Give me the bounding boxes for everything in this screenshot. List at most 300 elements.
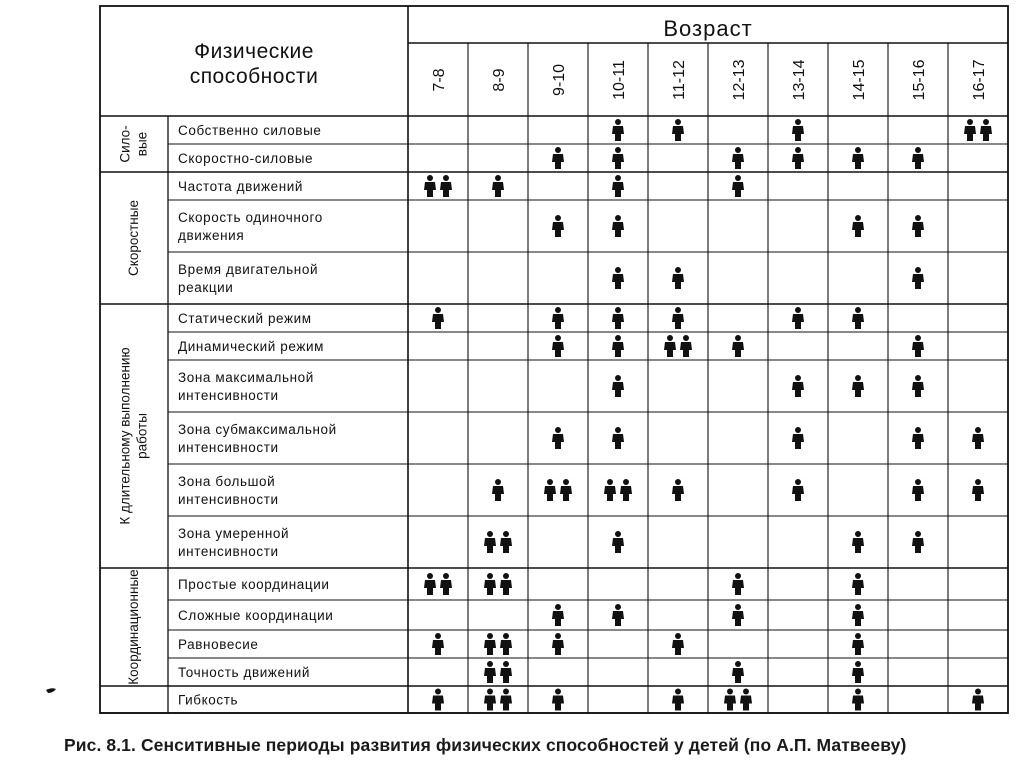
person-head xyxy=(615,267,621,273)
person-body xyxy=(484,580,496,595)
person-head xyxy=(975,427,981,433)
person-body xyxy=(620,486,632,501)
person-head xyxy=(563,479,569,485)
sensitive-period-icon xyxy=(612,307,624,329)
person-head xyxy=(615,375,621,381)
sensitive-period-icon xyxy=(612,215,624,237)
person-body xyxy=(672,274,684,289)
sensitive-period-icon xyxy=(792,307,804,329)
person-head xyxy=(487,689,493,695)
sensitive-period-icon xyxy=(500,531,512,553)
row-name: Точность движений xyxy=(178,665,310,680)
person-body xyxy=(500,538,512,553)
sensitive-period-icon xyxy=(612,427,624,449)
group-label: Координационные xyxy=(126,569,141,685)
person-body xyxy=(852,314,864,329)
row-name: Собственно силовые xyxy=(178,123,322,138)
age-column-label: 7-8 xyxy=(431,68,448,92)
sensitive-period-icon xyxy=(432,633,444,655)
row-name: движения xyxy=(178,228,245,243)
row-name: Скорость одиночного xyxy=(178,210,323,225)
person-head xyxy=(855,375,861,381)
person-body xyxy=(552,611,564,626)
person-body xyxy=(424,580,436,595)
sensitive-period-icon xyxy=(792,479,804,501)
person-head xyxy=(443,573,449,579)
person-head xyxy=(555,427,561,433)
sensitive-period-icon xyxy=(424,175,436,197)
person-body xyxy=(552,314,564,329)
person-body xyxy=(852,538,864,553)
sensitive-period-icon xyxy=(612,335,624,357)
age-column-label: 9-10 xyxy=(551,63,568,97)
person-body xyxy=(852,382,864,397)
person-head xyxy=(435,633,441,639)
group-label: К длительному выполнению xyxy=(117,347,133,525)
person-head xyxy=(495,175,501,181)
person-body xyxy=(500,668,512,683)
sensitive-period-icon xyxy=(440,573,452,595)
person-head xyxy=(435,689,441,695)
person-body xyxy=(852,640,864,655)
person-body xyxy=(732,342,744,357)
sensitive-period-icon xyxy=(732,147,744,169)
person-head xyxy=(675,633,681,639)
sensitive-period-icon xyxy=(492,479,504,501)
person-head xyxy=(735,335,741,341)
person-head xyxy=(675,267,681,273)
sensitive-period-icon xyxy=(552,215,564,237)
person-head xyxy=(855,147,861,153)
person-head xyxy=(967,119,973,125)
sensitive-period-icon xyxy=(560,479,572,501)
person-body xyxy=(500,580,512,595)
person-head xyxy=(487,573,493,579)
person-body xyxy=(500,640,512,655)
sensitive-period-icon xyxy=(484,531,496,553)
person-body xyxy=(500,696,512,711)
sensitive-period-icon xyxy=(484,573,496,595)
sensitive-period-icon xyxy=(732,661,744,683)
age-column-label: 11-12 xyxy=(671,60,688,100)
sensitive-period-icon xyxy=(612,175,624,197)
person-body xyxy=(672,126,684,141)
sensitive-period-icon xyxy=(672,633,684,655)
person-body xyxy=(612,126,624,141)
person-head xyxy=(487,531,493,537)
sensitive-period-icon xyxy=(552,307,564,329)
person-body xyxy=(912,382,924,397)
sensitive-period-icon xyxy=(672,307,684,329)
person-head xyxy=(915,531,921,537)
person-head xyxy=(675,479,681,485)
row-name: реакции xyxy=(178,280,234,295)
person-head xyxy=(735,175,741,181)
person-head xyxy=(547,479,553,485)
person-head xyxy=(683,335,689,341)
person-body xyxy=(792,382,804,397)
person-head xyxy=(795,147,801,153)
sensitive-period-icon xyxy=(612,604,624,626)
person-head xyxy=(427,175,433,181)
person-head xyxy=(735,604,741,610)
person-body xyxy=(912,486,924,501)
person-body xyxy=(672,696,684,711)
row-name: Зона умеренной xyxy=(178,526,290,541)
person-head xyxy=(555,633,561,639)
header-age: Возраст xyxy=(663,16,753,41)
sensitive-period-icon xyxy=(792,375,804,397)
person-head xyxy=(555,147,561,153)
person-head xyxy=(615,335,621,341)
age-column-label: 14-15 xyxy=(851,59,868,101)
person-head xyxy=(675,119,681,125)
person-body xyxy=(612,182,624,197)
sensitive-period-icon xyxy=(500,633,512,655)
sensitive-period-icon xyxy=(972,689,984,711)
person-head xyxy=(915,147,921,153)
person-head xyxy=(675,689,681,695)
person-head xyxy=(427,573,433,579)
sensitive-period-icon xyxy=(852,604,864,626)
person-head xyxy=(503,531,509,537)
person-head xyxy=(855,573,861,579)
sensitive-period-icon xyxy=(912,147,924,169)
person-body xyxy=(484,640,496,655)
sensitive-period-icon xyxy=(672,119,684,141)
person-body xyxy=(964,126,976,141)
person-body xyxy=(912,154,924,169)
person-head xyxy=(795,375,801,381)
scan-mark xyxy=(46,688,56,693)
person-body xyxy=(972,434,984,449)
header-physical-abilities: способности xyxy=(189,65,319,88)
person-head xyxy=(503,573,509,579)
person-body xyxy=(484,696,496,711)
person-head xyxy=(443,175,449,181)
row-name: Равновесие xyxy=(178,637,259,652)
sensitive-period-icon xyxy=(672,479,684,501)
person-head xyxy=(915,427,921,433)
group-label: вые xyxy=(134,131,150,157)
sensitive-period-icon xyxy=(852,531,864,553)
person-body xyxy=(612,382,624,397)
person-head xyxy=(555,215,561,221)
sensitive-period-icon xyxy=(424,573,436,595)
person-body xyxy=(664,342,676,357)
person-body xyxy=(672,640,684,655)
person-head xyxy=(555,689,561,695)
sensitive-period-icon xyxy=(852,215,864,237)
person-body xyxy=(552,696,564,711)
row-name: интенсивности xyxy=(178,388,279,403)
sensitive-period-icon xyxy=(544,479,556,501)
person-body xyxy=(852,222,864,237)
person-body xyxy=(432,696,444,711)
sensitive-period-icon xyxy=(972,427,984,449)
person-body xyxy=(604,486,616,501)
sensitive-period-icon xyxy=(912,427,924,449)
age-column-label: 16-17 xyxy=(971,59,988,101)
person-head xyxy=(555,307,561,313)
person-head xyxy=(487,661,493,667)
person-head xyxy=(855,661,861,667)
person-body xyxy=(852,611,864,626)
age-column-label: 8-9 xyxy=(491,68,508,92)
sensitive-period-icon xyxy=(500,661,512,683)
person-body xyxy=(612,154,624,169)
person-head xyxy=(915,267,921,273)
sensitive-period-icon xyxy=(732,573,744,595)
sensitive-period-icon xyxy=(620,479,632,501)
age-column-label: 12-13 xyxy=(731,59,748,101)
person-body xyxy=(852,580,864,595)
person-body xyxy=(552,222,564,237)
sensitive-period-icon xyxy=(612,119,624,141)
person-body xyxy=(544,486,556,501)
person-body xyxy=(724,696,736,711)
sensitive-period-icon xyxy=(912,215,924,237)
row-name: Скоростно-силовые xyxy=(178,151,314,166)
sensitive-period-icon xyxy=(612,531,624,553)
row-name: Гибкость xyxy=(178,692,239,708)
person-head xyxy=(555,335,561,341)
sensitive-period-icon xyxy=(672,267,684,289)
person-body xyxy=(732,611,744,626)
person-head xyxy=(915,215,921,221)
group-label: работы xyxy=(134,413,150,459)
sensitive-period-icon xyxy=(680,335,692,357)
person-body xyxy=(672,314,684,329)
sensitive-period-icon xyxy=(612,147,624,169)
person-head xyxy=(667,335,673,341)
person-body xyxy=(732,668,744,683)
row-name: интенсивности xyxy=(178,440,279,455)
person-head xyxy=(555,604,561,610)
person-body xyxy=(972,486,984,501)
person-body xyxy=(912,538,924,553)
figure-caption: Рис. 8.1. Сенситивные периоды развития физических способностей у детей (по А.П. Матвееву) xyxy=(64,735,907,755)
person-body xyxy=(912,274,924,289)
sensitive-period-icon xyxy=(664,335,676,357)
row-name: Простые координации xyxy=(178,577,330,592)
sensitive-period-icon xyxy=(484,689,496,711)
header-physical-abilities: Физические xyxy=(194,40,314,63)
person-body xyxy=(792,486,804,501)
person-body xyxy=(552,342,564,357)
person-body xyxy=(680,342,692,357)
sensitive-period-icon xyxy=(732,175,744,197)
person-body xyxy=(732,154,744,169)
sensitive-period-icon xyxy=(432,307,444,329)
person-body xyxy=(424,182,436,197)
row-name: Зона максимальной xyxy=(178,370,314,385)
person-head xyxy=(615,604,621,610)
person-head xyxy=(915,375,921,381)
person-body xyxy=(732,580,744,595)
person-body xyxy=(612,222,624,237)
person-head xyxy=(983,119,989,125)
person-body xyxy=(912,222,924,237)
person-body xyxy=(552,640,564,655)
row-name: Сложные координации xyxy=(178,608,334,623)
person-body xyxy=(672,486,684,501)
person-head xyxy=(623,479,629,485)
person-head xyxy=(735,573,741,579)
sensitive-period-icon xyxy=(732,335,744,357)
sensitive-period-icon xyxy=(612,267,624,289)
person-body xyxy=(440,182,452,197)
person-head xyxy=(855,531,861,537)
person-head xyxy=(503,661,509,667)
person-body xyxy=(440,580,452,595)
person-head xyxy=(855,604,861,610)
person-body xyxy=(792,434,804,449)
sensitive-period-icon xyxy=(852,633,864,655)
person-body xyxy=(492,486,504,501)
sensitive-period-icon xyxy=(552,147,564,169)
sensitive-period-icon xyxy=(792,427,804,449)
person-body xyxy=(912,342,924,357)
sensitive-period-icon xyxy=(852,307,864,329)
group-label: Сило- xyxy=(117,125,133,163)
person-head xyxy=(855,689,861,695)
person-body xyxy=(852,696,864,711)
person-body xyxy=(612,274,624,289)
sensitive-period-icon xyxy=(912,335,924,357)
person-body xyxy=(792,314,804,329)
person-head xyxy=(615,531,621,537)
person-body xyxy=(552,434,564,449)
person-body xyxy=(432,640,444,655)
sensitive-period-icon xyxy=(552,633,564,655)
person-body xyxy=(612,538,624,553)
sensitive-period-icon xyxy=(552,427,564,449)
age-column-label: 10-11 xyxy=(611,60,628,100)
person-body xyxy=(492,182,504,197)
sensitive-period-icon xyxy=(440,175,452,197)
sensitive-period-icon xyxy=(852,689,864,711)
person-head xyxy=(795,479,801,485)
person-body xyxy=(612,314,624,329)
sensitive-period-icon xyxy=(552,335,564,357)
person-head xyxy=(615,427,621,433)
person-body xyxy=(972,696,984,711)
row-name: Динамический режим xyxy=(178,339,325,354)
person-head xyxy=(503,689,509,695)
person-body xyxy=(432,314,444,329)
sensitive-period-icon xyxy=(912,479,924,501)
sensitive-period-icon xyxy=(500,689,512,711)
person-head xyxy=(915,479,921,485)
sensitive-period-icon xyxy=(740,689,752,711)
sensitive-period-icon xyxy=(672,689,684,711)
person-head xyxy=(503,633,509,639)
sensitive-period-icon xyxy=(980,119,992,141)
sensitive-period-icon xyxy=(852,375,864,397)
sensitive-period-icon xyxy=(912,375,924,397)
person-head xyxy=(915,335,921,341)
sensitive-period-icon xyxy=(792,119,804,141)
person-body xyxy=(792,154,804,169)
person-body xyxy=(484,668,496,683)
person-head xyxy=(435,307,441,313)
person-head xyxy=(795,427,801,433)
row-name: Зона большой xyxy=(178,474,276,489)
person-head xyxy=(615,119,621,125)
sensitive-period-icon xyxy=(432,689,444,711)
age-column-label: 15-16 xyxy=(911,59,928,101)
sensitive-period-icon xyxy=(852,573,864,595)
sensitive-period-icon xyxy=(552,689,564,711)
person-body xyxy=(552,154,564,169)
age-column-label: 13-14 xyxy=(791,59,808,101)
row-name: интенсивности xyxy=(178,492,279,507)
person-head xyxy=(743,689,749,695)
sensitive-period-icon xyxy=(912,531,924,553)
person-head xyxy=(855,633,861,639)
person-head xyxy=(855,215,861,221)
sensitive-period-icon xyxy=(852,661,864,683)
sensitive-period-icon xyxy=(852,147,864,169)
sensitive-period-icon xyxy=(612,375,624,397)
person-head xyxy=(735,147,741,153)
person-body xyxy=(852,668,864,683)
person-body xyxy=(612,342,624,357)
person-body xyxy=(980,126,992,141)
sensitive-period-icon xyxy=(492,175,504,197)
person-head xyxy=(735,661,741,667)
person-head xyxy=(615,307,621,313)
sensitive-period-icon xyxy=(912,267,924,289)
person-head xyxy=(795,119,801,125)
person-head xyxy=(615,215,621,221)
group-label: Скоростные xyxy=(126,200,141,276)
person-body xyxy=(560,486,572,501)
sensitive-period-icon xyxy=(792,147,804,169)
person-head xyxy=(487,633,493,639)
row-name: Зона субмаксимальной xyxy=(178,422,337,437)
sensitive-period-icon xyxy=(972,479,984,501)
sensitive-period-icon xyxy=(552,604,564,626)
sensitive-period-icon xyxy=(724,689,736,711)
person-head xyxy=(615,147,621,153)
person-head xyxy=(727,689,733,695)
person-body xyxy=(740,696,752,711)
person-head xyxy=(615,175,621,181)
person-head xyxy=(855,307,861,313)
row-name: Время двигательной xyxy=(178,262,319,277)
person-body xyxy=(792,126,804,141)
sensitive-period-icon xyxy=(604,479,616,501)
person-head xyxy=(607,479,613,485)
person-body xyxy=(612,434,624,449)
row-name: Статический режим xyxy=(178,311,312,326)
sensitive-period-icon xyxy=(500,573,512,595)
person-head xyxy=(675,307,681,313)
row-name: интенсивности xyxy=(178,544,279,559)
person-body xyxy=(852,154,864,169)
person-body xyxy=(912,434,924,449)
person-head xyxy=(495,479,501,485)
sensitive-period-icon xyxy=(732,604,744,626)
sensitive-period-icon xyxy=(484,661,496,683)
person-body xyxy=(612,611,624,626)
row-name: Частота движений xyxy=(178,179,304,194)
person-head xyxy=(795,307,801,313)
person-body xyxy=(732,182,744,197)
person-head xyxy=(975,689,981,695)
